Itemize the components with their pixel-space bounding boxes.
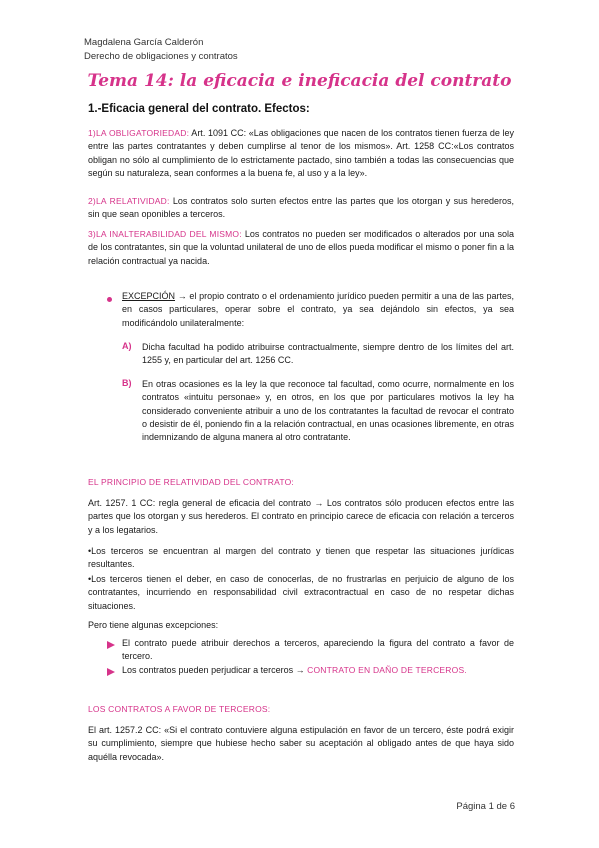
document-title: Tema 14: la eficacia e ineficacia del contrato [87,71,512,91]
list-letter-a: A) [122,341,132,351]
paragraph-obligatoriedad: 1)LA OBLIGATORIEDAD: Art. 1091 CC: «Las obligaciones que nacen de los contratos tienen fuerza de ley entre las partes contratantes y deben cumplirse al tenor de los mismos». Art. 1258 CC:«Los contratos obligan no sólo al cumplimiento de lo estrictamente pactado, sino también a todas las consecuencias que según su naturaleza, sean conformes a la buena fe, al uso y a la ley». [88,128,514,178]
arrow-item-derechos: El contrato puede atribuir derechos a terceros, apareciendo la figura del contrato a favor de tercero. [122,638,514,662]
section-heading-favor-terceros: LOS CONTRATOS A FAVOR DE TERCEROS: [88,704,271,714]
list-letter-b: B) [122,378,132,388]
section-heading-efficacy: 1.-Eficacia general del contrato. Efectos: [88,103,310,115]
paragraph-art-1257-2: El art. 1257.2 CC: «Si el contrato contuviere alguna estipulación en favor de un tercero, éste podrá exigir su cumplimiento, siempre que hubiese hecho saber su aceptación al obligado antes de que haya sido aquélla revocada». [88,725,514,762]
arrow-bullet-icon [107,641,115,649]
exception-paragraph: EXCEPCIÓN → el propio contrato o el ordenamiento jurídico pueden permitir a una de las partes, en casos particulares, operar sobre el contrato, ya sea dejándolo sin efectos, ya sea modificándolo unilateralmente: [122,291,514,328]
arrow-item-perjudicar: Los contratos pueden perjudicar a terceros → CONTRATO EN DAÑO DE TERCEROS. [122,665,467,675]
paragraph-relatividad: 2)LA RELATIVIDAD: Los contratos solo surten efectos entre las partes que los otorgan y sus herederos, sin que sean oponibles a terceros. [88,196,514,220]
paragraph-excepciones: Pero tiene algunas excepciones: [88,620,219,630]
exception-label: EXCEPCIÓN [122,291,176,301]
label-relatividad: 2)LA RELATIVIDAD: [88,196,170,206]
page-number: Página 1 de 6 [456,801,515,812]
author-name: Magdalena García Calderón [84,37,204,48]
paragraph-terceros-deber: •Los terceros tienen el deber, en caso de conocerlas, de no frustrarlas en perjuicio de alguno de los contratantes, incurriendo en responsabilidad civil extracontractual en caso de no respetar dichas situaciones. [88,574,514,611]
list-item-a: Dicha facultad ha podido atribuirse contractualmente, siempre dentro de los límites del art. 1255 y, en particular del art. 1256 CC. [142,342,514,366]
contrato-dano-label: CONTRATO EN DAÑO DE TERCEROS. [307,665,467,675]
arrow-bullet-icon [107,668,115,676]
list-item-b: En otras ocasiones es la ley la que reconoce tal facultad, como ocurre, normalmente en los contratos «intuitu personae» y, en otros, en los que por particulares motivos la ley ha considerado conveniente atribuir a uno de los contratantes la facultad de revocar el contrato o desistir de él, poniendo fin a la relación contractual, en unas ocasiones libremente, en otras indemnizando de alguna manera al otro contratante. [142,379,514,443]
subject-name: Derecho de obligaciones y contratos [84,51,238,62]
page-header [84,36,238,64]
label-obligatoriedad: 1)LA OBLIGATORIEDAD: [88,128,190,138]
paragraph-inalterabilidad: 3)LA INALTERABILIDAD DEL MISMO: Los contratos no pueden ser modificados o alterados por una sola de los contratantes, sin que la voluntad unilateral de uno de ellos pueda modificar el mismo o poner fin a la relación contractual ya nacida. [88,229,514,266]
section-heading-relatividad: EL PRINCIPIO DE RELATIVIDAD DEL CONTRATO: [88,477,294,487]
bullet-icon [107,297,112,302]
paragraph-terceros-margen: •Los terceros se encuentran al margen del contrato y tienen que respetar las situaciones jurídicas resultantes. [88,546,514,570]
label-inalterabilidad: 3)LA INALTERABILIDAD DEL MISMO: [88,229,242,239]
paragraph-art-1257: Art. 1257. 1 CC: regla general de eficacia del contrato → Los contratos sólo producen efectos entre las partes que los otorgan y sus herederos. El contrato en principio carece de eficacia con relación a terceros y a los legatarios. [88,498,514,535]
